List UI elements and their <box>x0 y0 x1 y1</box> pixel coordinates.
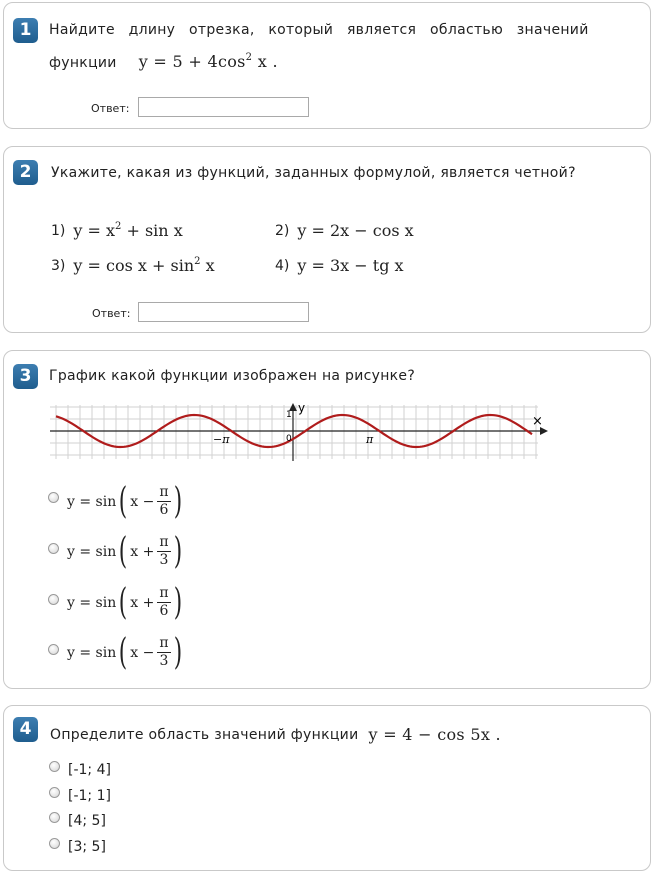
question-text-line2: функции <box>49 55 117 71</box>
question-number-badge: 2 <box>13 160 38 185</box>
fraction-denominator: 6 <box>159 502 169 518</box>
question-number-badge: 4 <box>13 717 38 742</box>
tick-label-pi: π <box>366 433 374 446</box>
option-label: 4) <box>275 257 290 274</box>
option-formula <box>297 256 403 275</box>
option-formula-2 <box>67 531 185 572</box>
option-formula <box>73 256 214 275</box>
paren-close: ) <box>173 531 182 572</box>
formula-inner: x + <box>130 594 155 611</box>
question-card-2 <box>3 146 651 333</box>
formula-main: y = 5 + 4cos <box>138 52 246 71</box>
option-label-3: [4; 5] <box>68 813 106 829</box>
formula-main: y = x <box>73 221 116 240</box>
question-text: Определите область значений функции <box>50 726 359 743</box>
option-radio-3[interactable] <box>49 812 60 823</box>
fraction-numerator: π <box>159 484 169 500</box>
answer-label: Ответ: <box>92 307 131 320</box>
formula-prefix: y = sin <box>67 543 117 560</box>
question-text <box>49 22 589 38</box>
question-card-4 <box>3 705 651 871</box>
fraction-numerator: π <box>159 534 169 550</box>
paren-close: ) <box>173 582 182 623</box>
formula-exponent: 2 <box>194 256 201 267</box>
paren-open: ( <box>119 582 128 623</box>
paren-open: ( <box>119 531 128 572</box>
question-text: График какой функции изображен на рисунке? <box>49 368 416 384</box>
paren-close: ) <box>173 632 182 673</box>
formula-end: x . <box>252 52 278 71</box>
paren-open: ( <box>119 481 128 522</box>
formula-rest: x <box>200 256 215 275</box>
option-radio-2[interactable] <box>49 787 60 798</box>
question-number-badge: 3 <box>13 364 38 389</box>
fraction <box>157 534 170 569</box>
option-radio-2[interactable] <box>48 543 59 554</box>
option-label: 2) <box>275 222 290 239</box>
option-formula-4 <box>67 632 185 673</box>
formula <box>139 52 278 71</box>
formula-rest: + sin x <box>121 221 183 240</box>
option-2 <box>275 221 414 240</box>
option-radio-4[interactable] <box>49 838 60 849</box>
answer-input[interactable] <box>138 302 309 322</box>
option-radio-4[interactable] <box>48 644 59 655</box>
formula-inner: x + <box>130 543 155 560</box>
fraction-numerator: π <box>159 635 169 651</box>
fraction-denominator: 3 <box>159 653 169 669</box>
option-formula <box>297 221 413 240</box>
fraction <box>157 585 170 620</box>
option-1 <box>51 221 183 240</box>
fraction-denominator: 3 <box>159 552 169 568</box>
paren-open: ( <box>119 632 128 673</box>
question-text-line2-row <box>49 52 278 71</box>
question-card-1 <box>3 2 651 129</box>
formula-exponent: 2 <box>245 52 253 63</box>
formula-inner: x − <box>130 644 155 661</box>
option-radio-3[interactable] <box>48 594 59 605</box>
question-text-row <box>50 725 501 744</box>
formula-prefix: y = sin <box>67 594 117 611</box>
answer-input[interactable] <box>138 97 309 117</box>
function-graph <box>48 401 548 463</box>
formula-main: y = 2x − cos x <box>297 221 414 240</box>
option-label: 3) <box>51 257 66 274</box>
fraction <box>157 635 170 670</box>
question-card-3 <box>3 350 651 689</box>
question-number-badge: 1 <box>13 18 38 43</box>
formula-prefix: y = sin <box>67 493 117 510</box>
y-axis-label: y <box>298 401 306 415</box>
question-text: Укажите, какая из функций, заданных формулой, является четной? <box>51 165 576 181</box>
option-formula-1 <box>67 481 185 522</box>
formula-prefix: y = sin <box>67 644 117 661</box>
formula: y = 4 − cos 5x . <box>368 725 501 744</box>
formula-main: y = 3x − tg x <box>297 256 404 275</box>
paren-close: ) <box>173 481 182 522</box>
x-axis-label: × <box>532 414 543 429</box>
option-radio-1[interactable] <box>48 492 59 503</box>
tick-label-one: 1 <box>286 410 292 420</box>
formula-main: y = cos x + sin <box>73 256 195 275</box>
option-label-1: [-1; 4] <box>68 762 111 778</box>
option-label-4: [3; 5] <box>68 839 106 855</box>
option-formula <box>73 221 182 240</box>
option-label: 1) <box>51 222 66 239</box>
fraction-denominator: 6 <box>159 603 169 619</box>
formula-exponent: 2 <box>115 221 122 232</box>
graph-grid <box>50 405 538 459</box>
fraction <box>157 484 170 519</box>
answer-label: Ответ: <box>91 102 130 115</box>
option-4 <box>275 256 404 275</box>
question-text-line1: Найдите длину отрезка, который является областью значений <box>49 22 589 38</box>
fraction-numerator: π <box>159 585 169 601</box>
option-label-2: [-1; 1] <box>68 788 111 804</box>
tick-label-zero: 0 <box>286 434 292 444</box>
option-3 <box>51 256 215 275</box>
formula-inner: x − <box>130 493 155 510</box>
option-radio-1[interactable] <box>49 761 60 772</box>
option-formula-3 <box>67 582 185 623</box>
tick-label-neg-pi: −π <box>213 433 230 446</box>
